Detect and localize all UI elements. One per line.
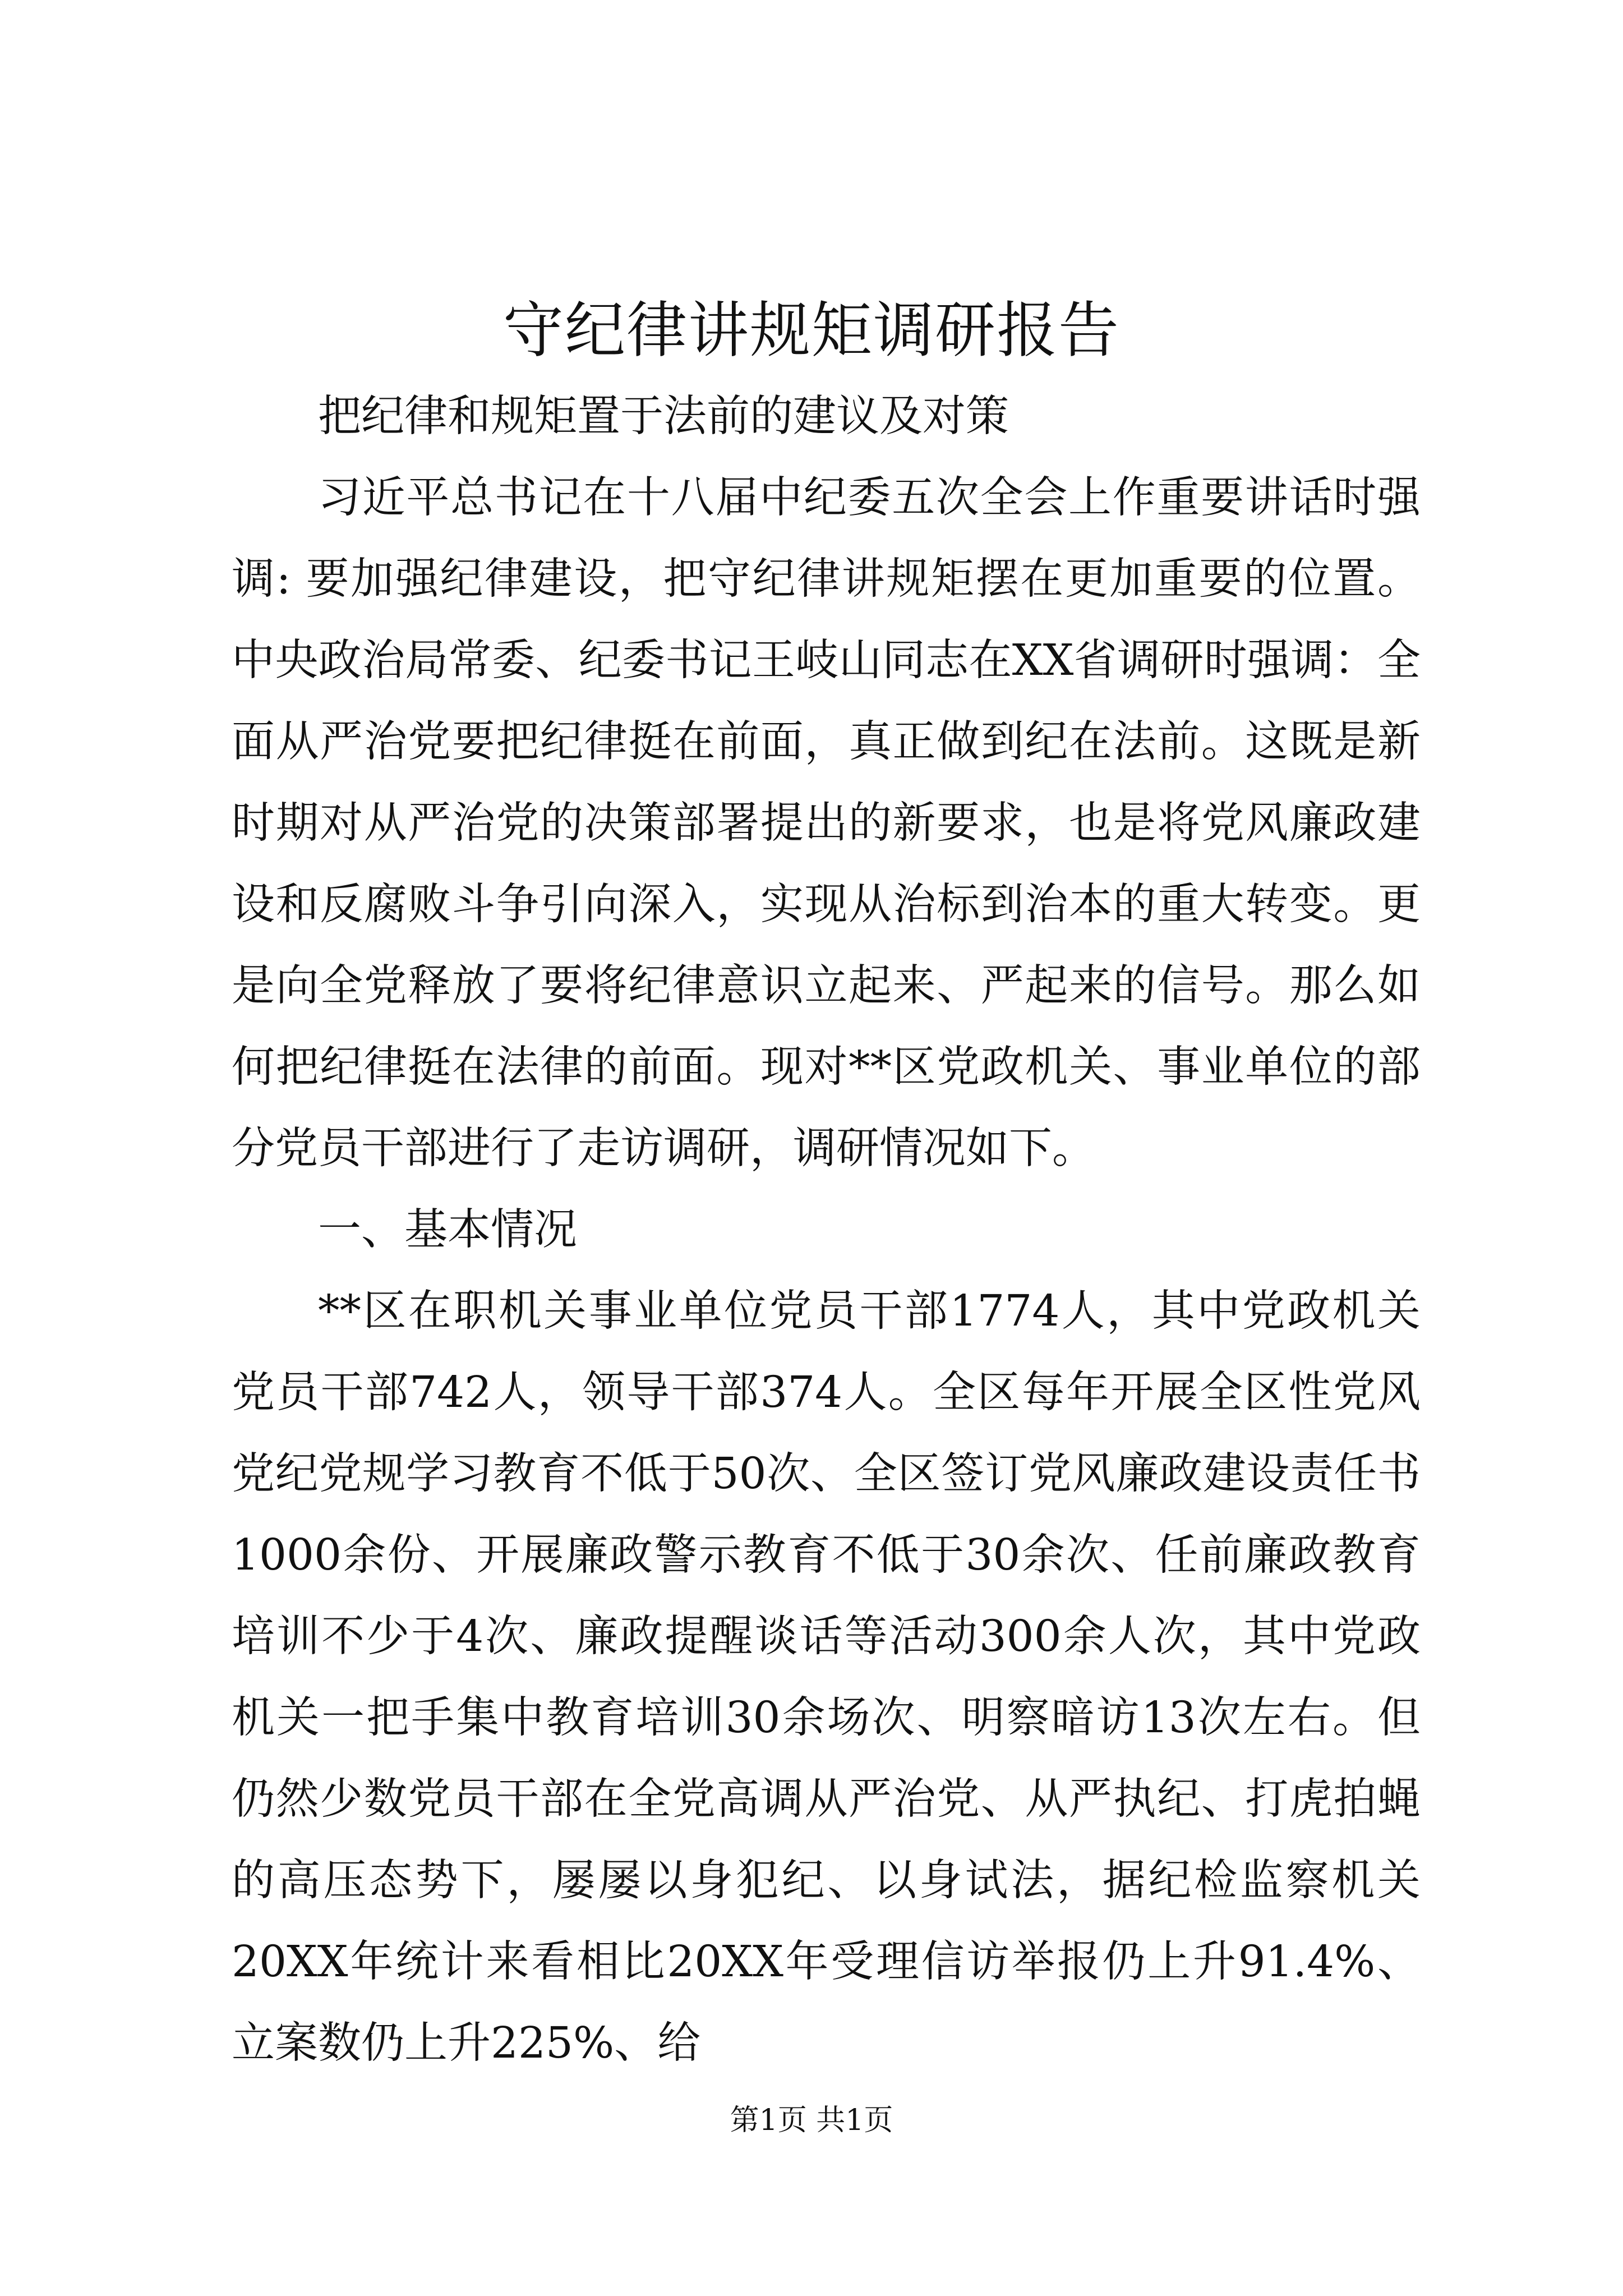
basic-situation-paragraph: **区在职机关事业单位党员干部1774人，其中党政机关党员干部742人，领导干部374人。全区每年开展全区性党风党纪党规学习教育不低于50次、全区签订党风廉政建设责任书1000余份、开展廉政警示教育不低于30余次、任前廉政教育培训不少于4次、廉政提醒谈话等活动300余人次，其中党政机关一把手集中教育培训30余场次、明察暗访13次左右。但仍然少数党员干部在全党高调从严治党、从严执纪、打虎拍蝇的高压态势下，屡屡以身犯纪、以身试法，据纪检监察机关20XX年统计来看相比20XX年受理信访举报仍上升91.4%、立案数仍上升225%、给 bbox=[232, 1286, 1421, 2068]
section-heading: 一、基本情况 bbox=[318, 1205, 577, 1255]
document-title: 守纪律讲规矩调研报告 bbox=[502, 296, 1120, 366]
page-footer: 第1页 共1页 bbox=[730, 2104, 893, 2137]
subtitle-paragraph: 把纪律和规矩置于法前的建议及对策 bbox=[318, 392, 1009, 441]
intro-paragraph: 习近平总书记在十八届中纪委五次全会上作重要讲话时强调: 要加强纪律建设，把守纪律讲规矩摆在更加重要的位置。中央政治局常委、纪委书记王岐山同志在XX省调研时强调：全面从严治党要把纪律挺在前面，真正做到纪在法前。这既是新时期对从严治党的决策部署提出的新要求，也是将党风廉政建设和反腐败斗争引向深入，实现从治标到治本的重大转变。更是向全党释放了要将纪律意识立起来、严起来的信号。那么如何把纪律挺在法律的前面。现对**区党政机关、事业单位的部分党员干部进行了走访调研，调研情况如下。 bbox=[232, 473, 1421, 1174]
document-body bbox=[232, 376, 1421, 2084]
